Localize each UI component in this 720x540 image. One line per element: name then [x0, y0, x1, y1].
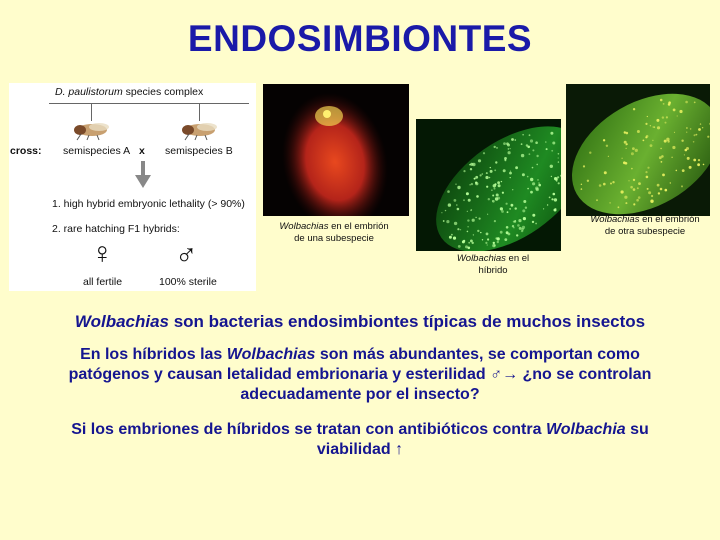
antibiotic-paragraph: Si los embriones de híbridos se tratan con antibióticos contra Wolbachia su viabilidad ↑: [71, 421, 649, 458]
species-complex-label: D. paulistorum species complex: [55, 86, 204, 98]
caption-hybrid-embryo: Wolbachias en el híbrido: [456, 253, 530, 276]
hybrid-pathogen-paragraph: En los híbridos las Wolbachias son más abundantes, se comportan como patógenos y causan letalidad embrionaria y esterilidad ♂→ ¿no se controlan adecuadamente por el insecto?: [68, 346, 652, 403]
micrograph-embryo-subspecies-1: [263, 84, 409, 216]
female-note: all fertile: [83, 276, 123, 288]
male-symbol-icon: ♂: [175, 239, 198, 272]
embryo-red-fluorescence: [263, 84, 409, 216]
male-note: 100% sterile: [159, 276, 217, 288]
cross-x: x: [139, 145, 145, 157]
top-divider: [49, 103, 249, 104]
female-symbol-icon: ♀: [91, 237, 114, 270]
micrograph-embryo-subspecies-2: [566, 84, 710, 216]
embryo-green-yellow-fluorescence: [566, 84, 710, 216]
semispecies-b-label: semispecies B: [165, 145, 233, 157]
caption-embryo-subspecies-2: Wolbachias en el embrión de otra subespecie: [590, 214, 700, 237]
semispecies-a-label: semispecies A: [63, 145, 131, 157]
hybrid-green-fluorescence: [416, 119, 561, 251]
fly-b-icon: [177, 119, 223, 141]
item-hybrid-lethality: 1. high hybrid embryonic lethality (> 90%): [52, 198, 245, 210]
caption-embryo-subspecies-1: Wolbachias en el embrión de una subespecie: [279, 221, 389, 244]
fly-a-icon: [69, 119, 115, 141]
micrograph-hybrid-embryo: [416, 119, 561, 251]
slide-title: ENDOSIMBIONTES: [187, 18, 533, 59]
item-rare-hatching: 2. rare hatching F1 hybrids:: [52, 223, 180, 235]
hybrid-cross-diagram: [9, 83, 256, 291]
lead-statement: Wolbachias son bacterias endosimbiontes típicas de muchos insectos: [74, 312, 646, 331]
arrow-down-icon: [135, 161, 151, 189]
cross-label: cross:: [10, 145, 42, 157]
